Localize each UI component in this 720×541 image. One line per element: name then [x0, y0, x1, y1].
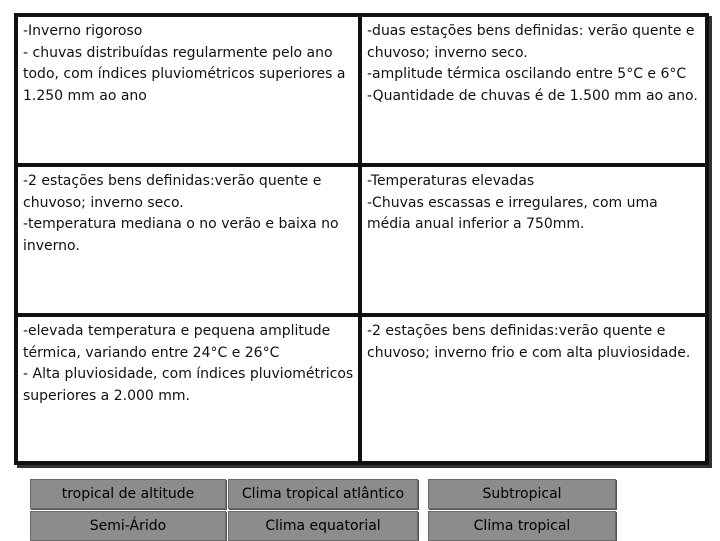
description-line: -elevada temperatura e pequena amplitude térmica, variando entre 24°C e 26°C	[23, 323, 331, 361]
description-line: -Inverno rigoroso	[23, 23, 143, 39]
option-tropical-de-altitude[interactable]: tropical de altitude	[30, 479, 226, 509]
description-line: -Quantidade de chuvas é de 1.500 mm ao ano.	[367, 87, 698, 104]
option-clima-tropical-atlantico[interactable]: Clima tropical atlântico	[228, 479, 418, 509]
option-subtropical[interactable]: Subtropical	[428, 479, 616, 509]
description-line: -2 estações bens definidas:verão quente e chuvoso; inverno frio e com alta pluviosidade.	[367, 323, 691, 361]
description-cell-5[interactable]	[18, 317, 362, 461]
description-line: -duas estações bens definidas: verão quente e chuvoso; inverno seco.	[367, 23, 695, 61]
climate-description-table	[14, 13, 709, 465]
description-line: -2 estações bens definidas:verão quente e chuvoso; inverno seco.	[23, 173, 322, 211]
description-line: -Chuvas escassas e irregulares, com uma média anual inferior a 750mm.	[367, 194, 658, 232]
option-clima-tropical[interactable]: Clima tropical	[428, 511, 616, 541]
description-line: - Alta pluviosidade, com índices pluviométricos superiores a 2.000 mm.	[23, 366, 354, 404]
description-line: -Temperaturas elevadas	[367, 173, 535, 189]
description-line: -temperatura mediana o no verão e baixa no inverno.	[23, 216, 339, 254]
description-cell-6[interactable]	[362, 317, 705, 461]
description-line: - chuvas distribuídas regularmente pelo ano todo, com índices pluviométricos superiores a 1.250 mm ao ano	[23, 44, 346, 104]
option-clima-equatorial[interactable]: Clima equatorial	[228, 511, 418, 541]
description-cell-3[interactable]	[18, 167, 362, 317]
description-line: -amplitude térmica oscilando entre 5°C e 6°C	[367, 66, 687, 82]
description-cell-2[interactable]	[362, 17, 705, 167]
description-cell-4[interactable]	[362, 167, 705, 317]
description-cell-1[interactable]	[18, 17, 362, 167]
option-semi-arido[interactable]: Semi-Árido	[30, 511, 226, 541]
